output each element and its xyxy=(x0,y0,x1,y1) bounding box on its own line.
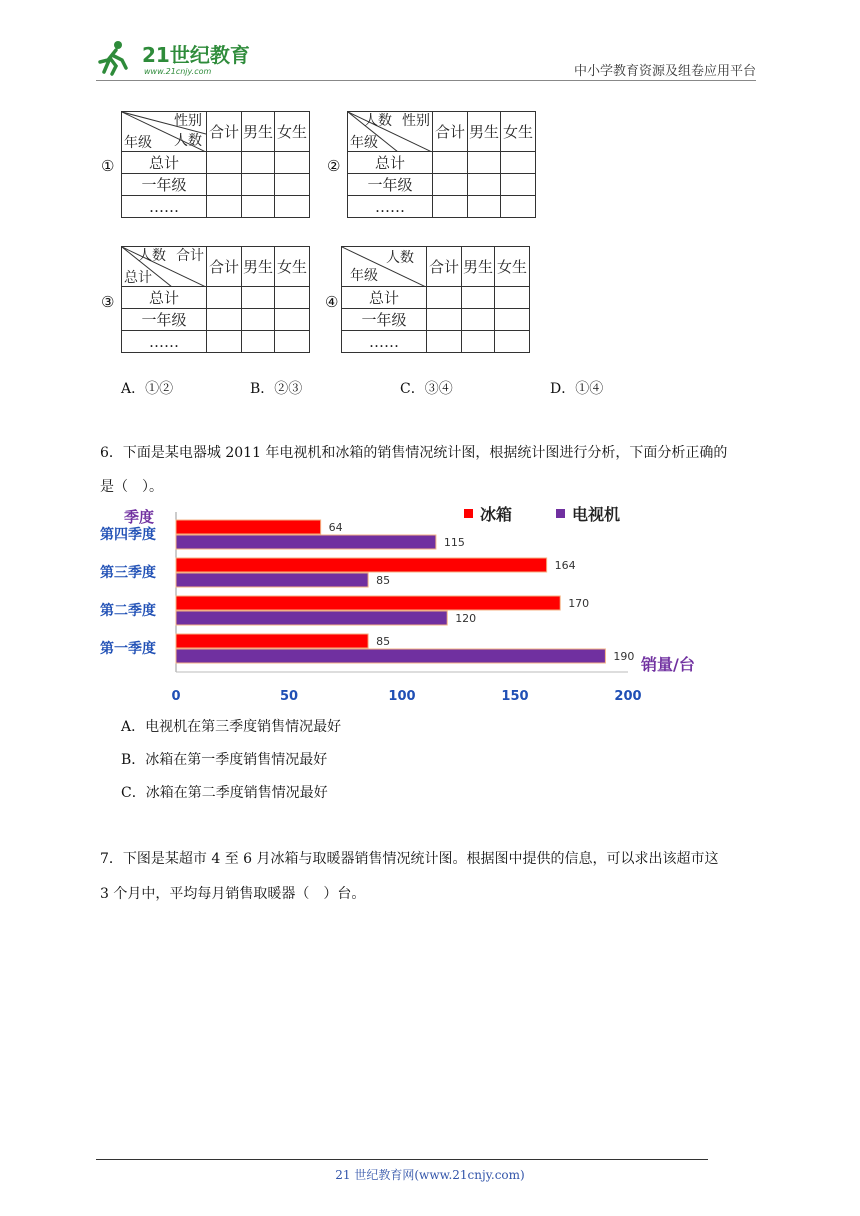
row-header: 总计 xyxy=(348,152,433,174)
bar-fridge xyxy=(176,634,368,648)
table-cell xyxy=(501,196,536,218)
table-cell xyxy=(275,152,310,174)
row-header: 一年级 xyxy=(122,174,207,196)
x-tick-label: 200 xyxy=(614,689,642,704)
x-tick-label: 50 xyxy=(279,689,299,704)
y-axis-title: 季度 xyxy=(124,508,155,526)
table-cell xyxy=(468,152,501,174)
data-label: 164 xyxy=(554,559,576,572)
table-cell xyxy=(242,152,275,174)
column-header: 男生 xyxy=(462,247,495,287)
row-header: 一年级 xyxy=(342,309,427,331)
table-cell xyxy=(468,196,501,218)
table-cell xyxy=(501,174,536,196)
diag-label: 性别 xyxy=(174,113,202,129)
diag-label: 性别 xyxy=(402,113,430,129)
table-cell xyxy=(433,196,468,218)
x-tick-label: 100 xyxy=(388,689,416,704)
table-cell xyxy=(495,287,530,309)
table-cell xyxy=(462,309,495,331)
bar-fridge xyxy=(176,558,547,572)
bar-tv xyxy=(176,535,436,549)
column-header: 女生 xyxy=(275,247,310,287)
diagonal-header-cell xyxy=(342,247,427,287)
bar-tv xyxy=(176,649,605,663)
diag-label: 年级 xyxy=(124,135,152,151)
table-cell xyxy=(275,309,310,331)
choice-a[interactable]: A．电视机在第三季度销售情况最好 xyxy=(121,719,342,735)
table-cell xyxy=(462,331,495,353)
table-option-3 xyxy=(121,246,310,353)
column-header: 男生 xyxy=(242,247,275,287)
table-cell xyxy=(433,152,468,174)
table-cell xyxy=(275,331,310,353)
data-label: 170 xyxy=(568,597,590,610)
category-label: 第二季度 xyxy=(100,603,156,619)
column-header: 女生 xyxy=(495,247,530,287)
option-mark-4: ④ xyxy=(325,293,339,311)
bar-tv xyxy=(176,573,368,587)
row-header: …… xyxy=(122,331,207,353)
category-label: 第四季度 xyxy=(100,527,156,543)
column-header: 女生 xyxy=(275,112,310,152)
table-cell xyxy=(495,309,530,331)
legend-label: 冰箱 xyxy=(480,505,513,524)
diagonal-header-cell xyxy=(122,112,207,152)
category-label: 第一季度 xyxy=(100,641,156,657)
choice-c[interactable]: C．③④ xyxy=(400,381,453,397)
data-label: 85 xyxy=(376,635,391,648)
row-header: 一年级 xyxy=(348,174,433,196)
table-cell xyxy=(207,196,242,218)
column-header: 男生 xyxy=(468,112,501,152)
table-cell xyxy=(242,196,275,218)
data-label: 64 xyxy=(328,521,343,534)
row-header: 总计 xyxy=(122,287,207,309)
logo-text: 21世纪教育 xyxy=(142,43,250,67)
platform-name: 中小学教育资源及组卷应用平台 xyxy=(573,64,756,79)
table-cell xyxy=(462,287,495,309)
table-cell xyxy=(427,309,462,331)
footer-divider xyxy=(96,1159,708,1160)
diagonal-header-cell xyxy=(348,112,433,152)
table-cell xyxy=(242,287,275,309)
table-cell xyxy=(501,152,536,174)
data-label: 120 xyxy=(455,612,477,625)
diag-label: 人数 xyxy=(364,113,392,129)
table-cell xyxy=(275,287,310,309)
column-header: 女生 xyxy=(501,112,536,152)
table-cell xyxy=(433,174,468,196)
diag-label: 总计 xyxy=(124,270,152,286)
table-cell xyxy=(275,196,310,218)
table-cell xyxy=(242,309,275,331)
diag-label: 年级 xyxy=(350,268,378,284)
sales-bar-chart xyxy=(96,500,716,710)
diag-label: 人数 xyxy=(174,133,202,149)
choice-a[interactable]: A．①② xyxy=(121,381,174,397)
table-option-4 xyxy=(341,246,530,353)
choice-c[interactable]: C．冰箱在第二季度销售情况最好 xyxy=(121,785,328,801)
table-cell xyxy=(207,331,242,353)
choice-b[interactable]: B．②③ xyxy=(250,381,303,397)
diagonal-header-cell xyxy=(122,247,207,287)
legend-label: 电视机 xyxy=(572,505,621,524)
row-header: 总计 xyxy=(342,287,427,309)
bar-fridge xyxy=(176,596,560,610)
question-6-text-cont: 是（ ）。 xyxy=(100,479,163,495)
runner-icon xyxy=(100,41,126,74)
table-cell xyxy=(242,331,275,353)
table-cell xyxy=(207,309,242,331)
legend-swatch xyxy=(464,509,473,518)
table-cell xyxy=(207,152,242,174)
table-option-1 xyxy=(121,111,310,218)
option-mark-1: ① xyxy=(101,157,115,175)
option-mark-2: ② xyxy=(327,157,341,175)
data-label: 85 xyxy=(376,574,391,587)
choice-d[interactable]: D．①④ xyxy=(550,381,604,397)
column-header: 合计 xyxy=(207,112,242,152)
question-6-text: 6．下面是某电器城 2011 年电视机和冰箱的销售情况统计图，根据统计图进行分析，下面分析正确的 xyxy=(100,445,728,461)
table-cell xyxy=(468,174,501,196)
category-label: 第三季度 xyxy=(100,565,156,581)
bar-tv xyxy=(176,611,447,625)
column-header: 男生 xyxy=(242,112,275,152)
question-7-text-cont: 3 个月中，平均每月销售取暖器（ ）台。 xyxy=(100,886,366,902)
table-cell xyxy=(242,174,275,196)
diag-label: 合计 xyxy=(176,248,204,264)
footer-text: 21 世纪教育网(www.21cnjy.com) xyxy=(335,1168,525,1182)
x-tick-label: 0 xyxy=(171,689,181,704)
diag-label: 年级 xyxy=(350,135,378,151)
choice-b[interactable]: B．冰箱在第一季度销售情况最好 xyxy=(121,752,328,768)
table-cell xyxy=(207,174,242,196)
x-tick-label: 150 xyxy=(501,689,529,704)
question-7-text: 7．下图是某超市 4 至 6 月冰箱与取暖器销售情况统计图。根据图中提供的信息，可以求出该超市这 xyxy=(100,851,719,867)
header-divider xyxy=(96,80,756,81)
logo-url: www.21cnjy.com xyxy=(144,67,212,76)
column-header: 合计 xyxy=(427,247,462,287)
table-cell xyxy=(427,331,462,353)
row-header: 一年级 xyxy=(122,309,207,331)
row-header: …… xyxy=(342,331,427,353)
column-header: 合计 xyxy=(433,112,468,152)
x-axis-title: 销量/台 xyxy=(641,655,695,674)
column-header: 合计 xyxy=(207,247,242,287)
site-logo xyxy=(96,38,256,78)
table-cell xyxy=(207,287,242,309)
row-header: …… xyxy=(348,196,433,218)
option-mark-3: ③ xyxy=(101,293,115,311)
bar-fridge xyxy=(176,520,321,534)
table-cell xyxy=(275,174,310,196)
table-cell xyxy=(495,331,530,353)
data-label: 190 xyxy=(613,650,635,663)
table-cell xyxy=(427,287,462,309)
data-label: 115 xyxy=(443,536,465,549)
diag-label: 人数 xyxy=(386,250,414,266)
row-header: …… xyxy=(122,196,207,218)
legend-swatch xyxy=(556,509,565,518)
diag-label: 人数 xyxy=(138,248,166,264)
row-header: 总计 xyxy=(122,152,207,174)
table-option-2 xyxy=(347,111,536,218)
